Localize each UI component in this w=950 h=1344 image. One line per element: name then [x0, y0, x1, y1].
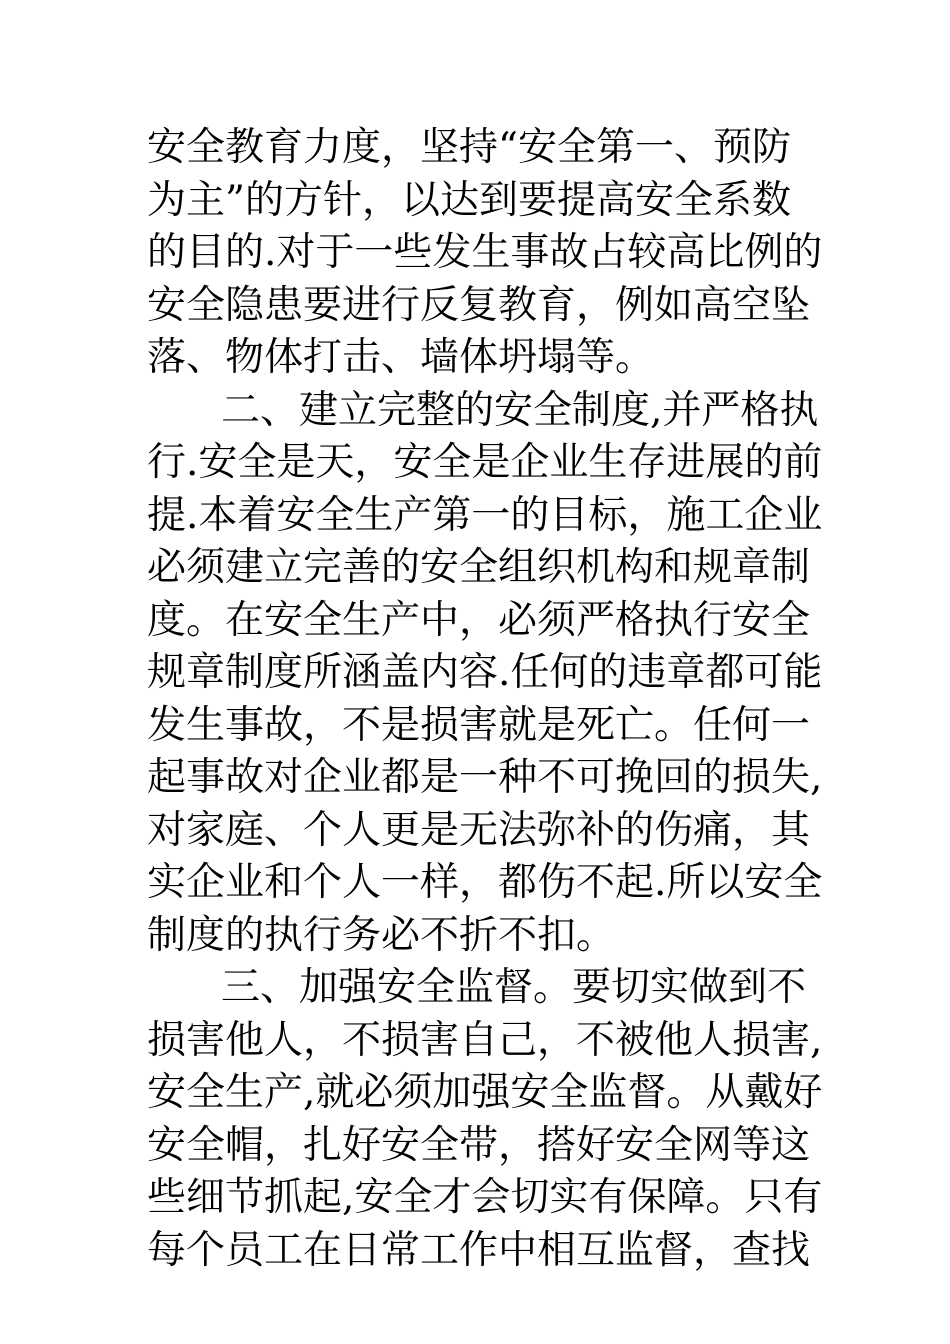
text-line: 实企业和个人一样，都伤不起.所以安全 — [147, 860, 823, 905]
text-line: 发生事故，不是损害就是死亡。任何一 — [147, 702, 811, 748]
text-line: 安全帽，扎好安全带，搭好安全网等这 — [147, 1122, 811, 1168]
text-line: 些细节抓起,安全才会切实有保障。只有 — [147, 1175, 823, 1220]
text-line: 安全教育力度，坚持“安全第一、预防 — [147, 125, 791, 170]
text-line: 损害他人，不损害自己，不被他人损害, — [147, 1017, 823, 1063]
text-line: 的目的.对于一些发生事故占较高比例的 — [147, 230, 823, 275]
text-line: 安全生产,就必须加强安全监督。从戴好 — [147, 1070, 823, 1115]
text-line: 提.本着安全生产第一的目标，施工企业 — [147, 492, 823, 538]
text-line: 必须建立完善的安全组织机构和规章制 — [147, 545, 811, 590]
paragraph-start-line: 三、加强安全监督。要切实做到不 — [221, 965, 807, 1010]
paragraph-start-line: 二、建立完整的安全制度,并严格执 — [221, 387, 819, 433]
body-text — [147, 122, 823, 1277]
text-line: 安全隐患要进行反复教育，例如高空坠 — [147, 282, 811, 328]
text-line: 每个员工在日常工作中相互监督，查找 — [147, 1227, 811, 1273]
text-line: 落、物体打击、墙体坍塌等。 — [147, 335, 655, 380]
text-line: 制度的执行务必不折不扣。 — [147, 912, 616, 958]
text-line: 为主”的方针，以达到要提高安全系数 — [147, 177, 791, 223]
text-line: 规章制度所涵盖内容.任何的违章都可能 — [147, 650, 823, 695]
text-line: 度。在安全生产中，必须严格执行安全 — [147, 597, 811, 643]
text-line: 对家庭、个人更是无法弥补的伤痛，其 — [147, 807, 811, 853]
text-line: 起事故对企业都是一种不可挽回的损失, — [147, 755, 823, 800]
text-line: 行.安全是天，安全是企业生存进展的前 — [147, 440, 823, 485]
